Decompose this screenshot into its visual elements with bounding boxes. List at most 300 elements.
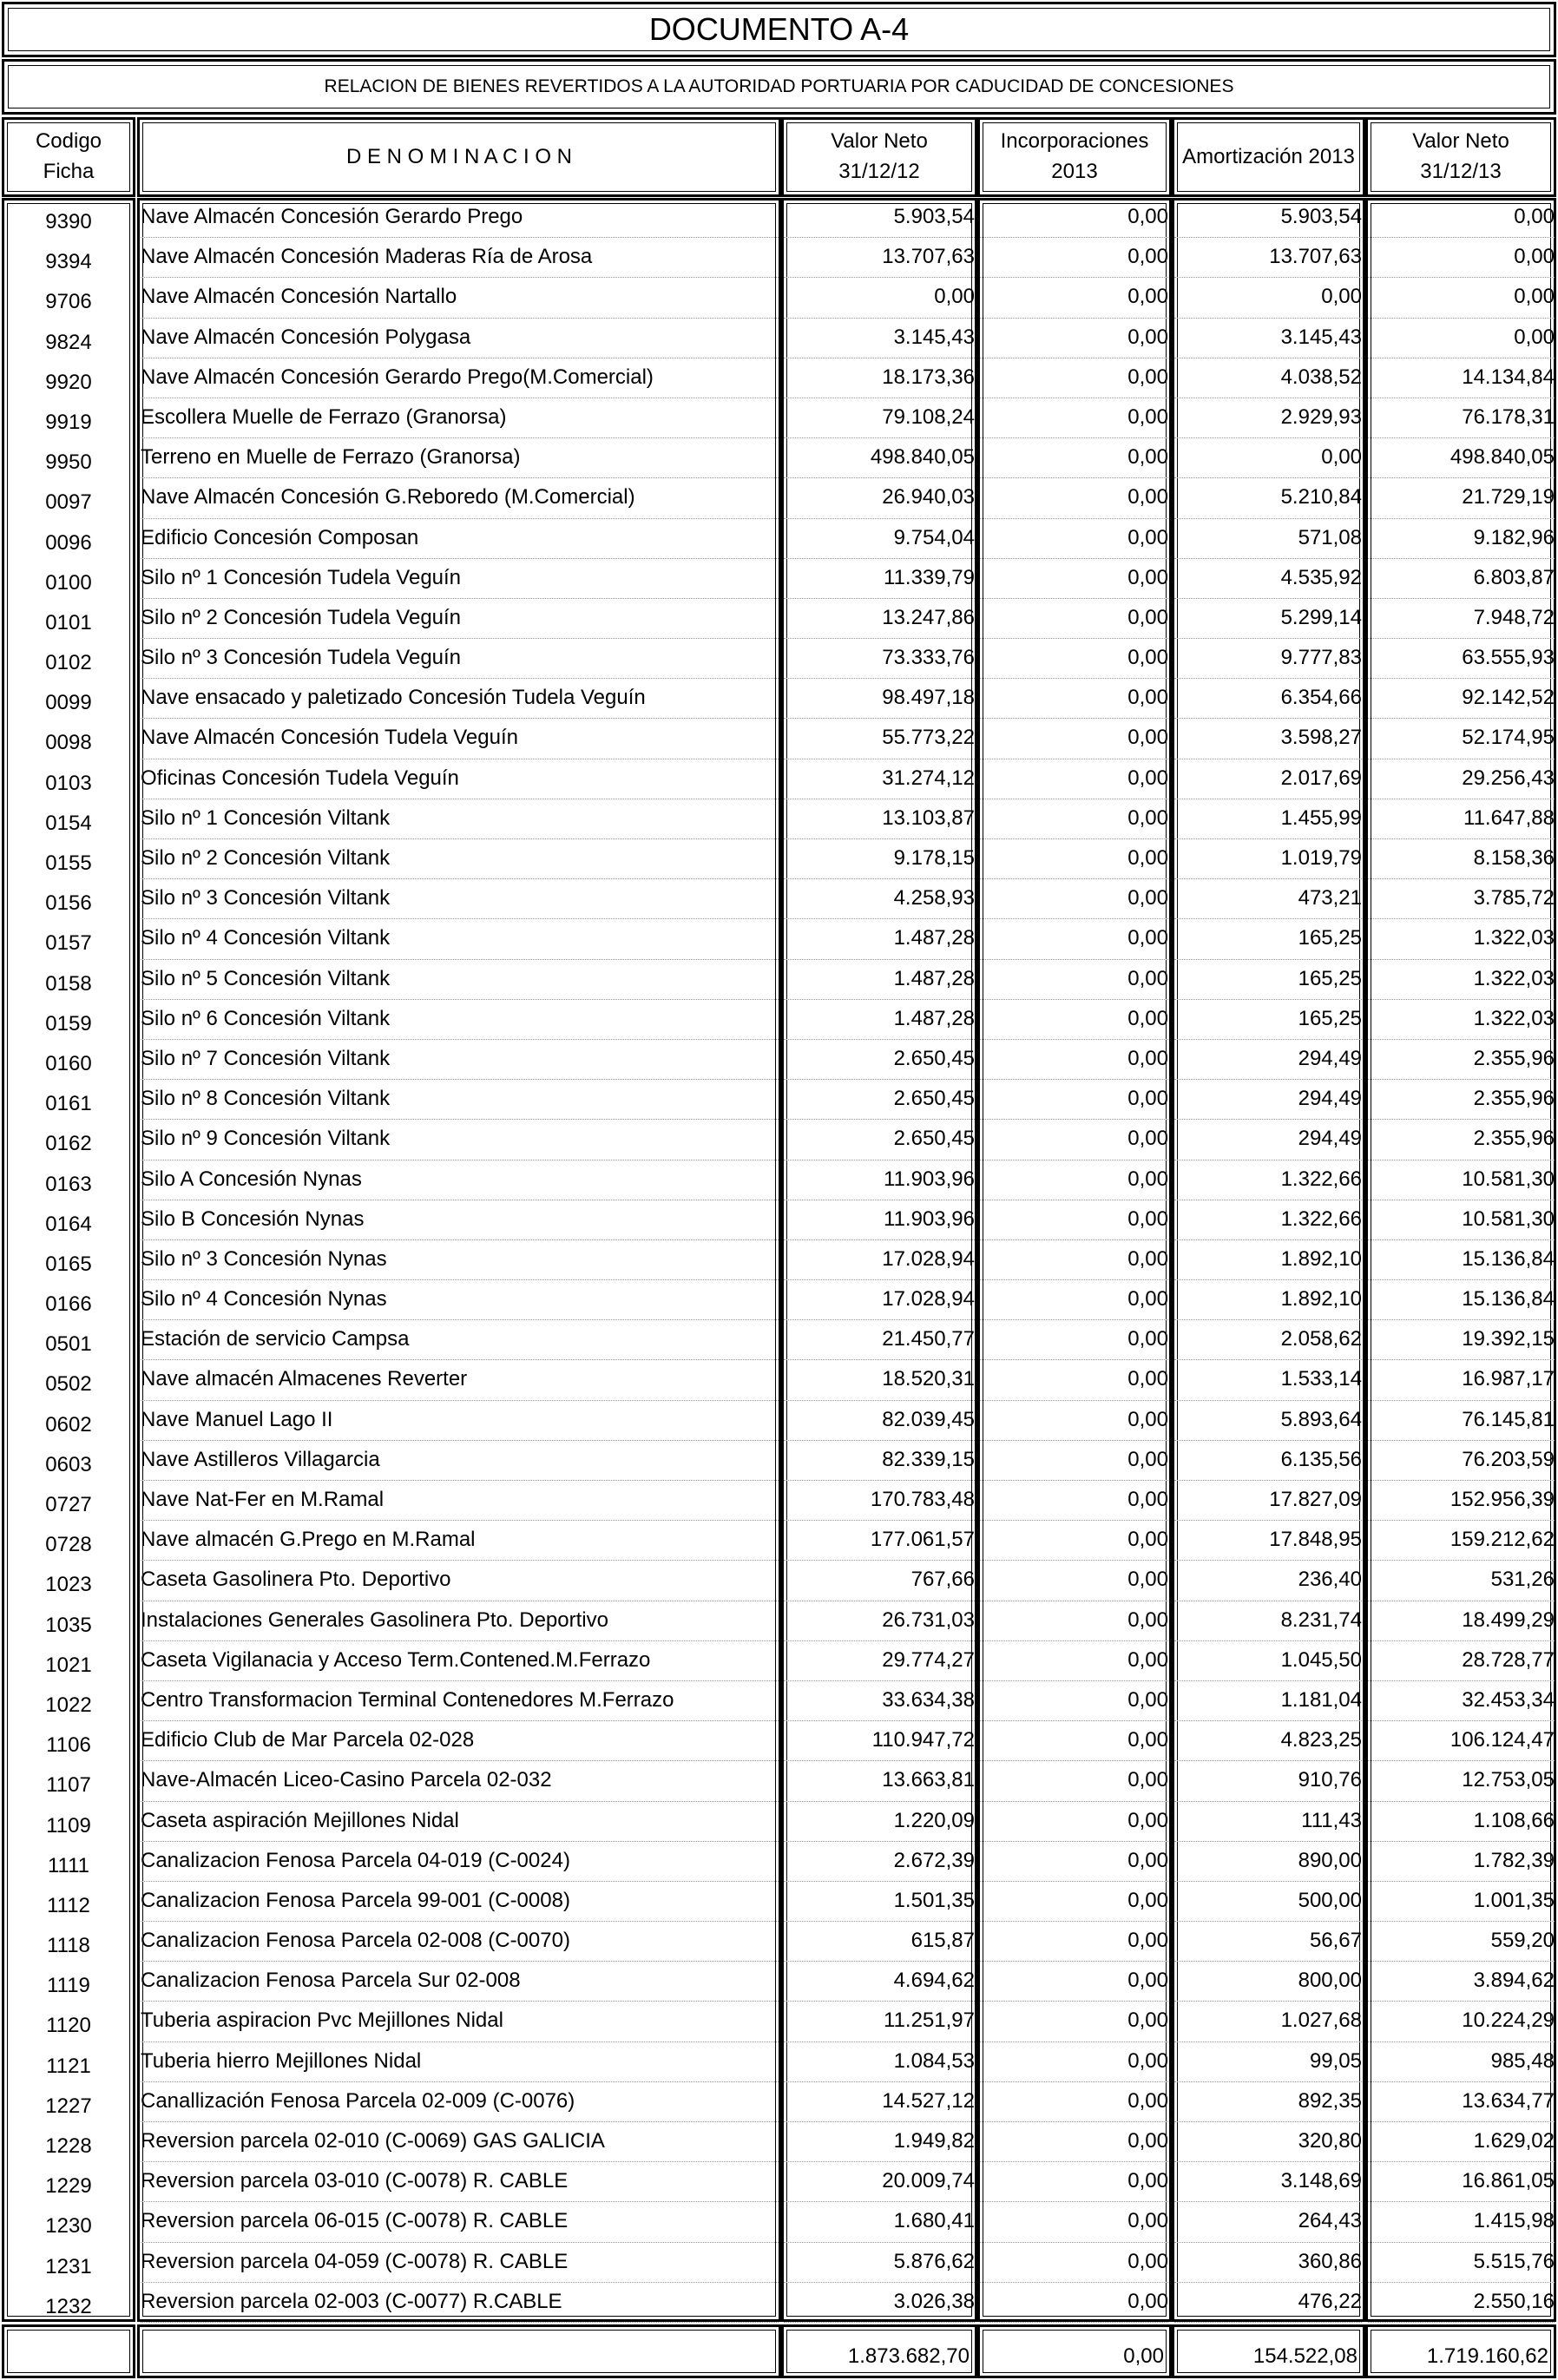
cell-denominacion: Escollera Muelle de Ferrazo (Granorsa)	[141, 398, 779, 438]
cell-amortizacion: 1.019,79	[1174, 839, 1362, 879]
header-valor-neto-12-inner	[786, 122, 972, 192]
cell-valor-neto-12: 4.258,93	[784, 879, 975, 919]
cell-incorporaciones: 0,00	[980, 1962, 1168, 2002]
cell-amortizacion: 6.135,56	[1174, 1441, 1362, 1481]
cell-amortizacion: 111,43	[1174, 1802, 1362, 1842]
cell-denominacion: Reversion parcela 02-010 (C-0069) GAS GALICIA	[141, 2122, 779, 2162]
total-incorporaciones-value: 0,00	[983, 2330, 1167, 2373]
cell-valor-neto-13: 1.322,03	[1368, 960, 1555, 1000]
cell-codigo: 0603	[45, 1452, 92, 1476]
table-row	[0, 1962, 1558, 2002]
cell-valor-neto-12: 5.876,62	[784, 2243, 975, 2283]
cell-codigo: 0162	[45, 1132, 92, 1156]
cell-codigo: 0103	[45, 771, 92, 795]
header-denominacion-label: D E N O M I N A C I O N	[142, 122, 776, 192]
cell-incorporaciones: 0,00	[980, 2042, 1168, 2082]
cell-amortizacion: 6.354,66	[1174, 679, 1362, 719]
cell-incorporaciones: 0,00	[980, 1681, 1168, 1721]
cell-amortizacion: 476,22	[1174, 2283, 1362, 2323]
header-incorporaciones-line2: 2013	[1051, 160, 1098, 183]
cell-amortizacion: 5.210,84	[1174, 478, 1362, 518]
cell-denominacion: Silo nº 6 Concesión Viltank	[141, 1000, 779, 1040]
cell-codigo: 0166	[45, 1292, 92, 1317]
cell-valor-neto-12: 13.247,86	[784, 599, 975, 639]
cell-denominacion: Silo nº 8 Concesión Viltank	[141, 1080, 779, 1120]
cell-valor-neto-13: 1.415,98	[1368, 2202, 1555, 2242]
cell-incorporaciones: 0,00	[980, 1320, 1168, 1360]
cell-valor-neto-12: 20.009,74	[784, 2162, 975, 2202]
cell-valor-neto-12: 4.694,62	[784, 1962, 975, 2002]
header-valor-neto-13-line2: 31/12/13	[1420, 160, 1502, 183]
cell-amortizacion: 17.827,09	[1174, 1481, 1362, 1521]
header-amortizacion-label: Amortización 2013	[1177, 122, 1360, 192]
table-row	[0, 1761, 1558, 1801]
total-codigo-cell	[2, 2324, 135, 2378]
cell-valor-neto-12: 17.028,94	[784, 1280, 975, 1320]
header-valor-neto-13-inner	[1371, 122, 1551, 192]
table-row	[0, 1280, 1558, 1320]
cell-valor-neto-12: 13.103,87	[784, 799, 975, 839]
cell-valor-neto-13: 5.515,76	[1368, 2243, 1555, 2283]
cell-valor-neto-13: 32.453,34	[1368, 1681, 1555, 1721]
cell-valor-neto-13: 0,00	[1368, 278, 1555, 318]
cell-denominacion: Reversion parcela 03-010 (C-0078) R. CABLE	[141, 2162, 779, 2202]
cell-codigo: 0163	[45, 1172, 92, 1196]
cell-incorporaciones: 0,00	[980, 478, 1168, 518]
cell-valor-neto-12: 110.947,72	[784, 1721, 975, 1761]
cell-codigo: 1112	[47, 1893, 90, 1917]
cell-valor-neto-13: 63.555,93	[1368, 639, 1555, 679]
cell-amortizacion: 892,35	[1174, 2082, 1362, 2122]
cell-denominacion: Reversion parcela 02-003 (C-0077) R.CABLE	[141, 2283, 779, 2323]
cell-denominacion: Silo B Concesión Nynas	[141, 1200, 779, 1240]
cell-denominacion: Nave Astilleros Villagarcia	[141, 1441, 779, 1481]
cell-valor-neto-13: 10.581,30	[1368, 1160, 1555, 1200]
table-row	[0, 1080, 1558, 1120]
cell-codigo: 1023	[45, 1573, 92, 1597]
cell-incorporaciones: 0,00	[980, 2243, 1168, 2283]
cell-denominacion: Instalaciones Generales Gasolinera Pto. Deportivo	[141, 1601, 779, 1641]
cell-incorporaciones: 0,00	[980, 759, 1168, 799]
cell-valor-neto-13: 531,26	[1368, 1561, 1555, 1601]
cell-denominacion: Silo nº 2 Concesión Tudela Veguín	[141, 599, 779, 639]
cell-valor-neto-12: 9.178,15	[784, 839, 975, 879]
cell-incorporaciones: 0,00	[980, 1441, 1168, 1481]
total-valor-neto-13-value: 1.719.160,62	[1371, 2330, 1551, 2373]
cell-incorporaciones: 0,00	[980, 2283, 1168, 2323]
cell-codigo: 1228	[45, 2134, 92, 2158]
cell-incorporaciones: 0,00	[980, 1240, 1168, 1280]
cell-amortizacion: 571,08	[1174, 519, 1362, 559]
cell-codigo: 0101	[45, 610, 92, 634]
table-row	[0, 198, 1558, 238]
cell-denominacion: Reversion parcela 06-015 (C-0078) R. CABLE	[141, 2202, 779, 2242]
cell-valor-neto-12: 14.527,12	[784, 2082, 975, 2122]
cell-incorporaciones: 0,00	[980, 599, 1168, 639]
header-valor-neto-13-line1: Valor Neto	[1412, 129, 1509, 154]
cell-valor-neto-12: 170.783,48	[784, 1481, 975, 1521]
cell-valor-neto-13: 0,00	[1368, 238, 1555, 278]
cell-denominacion: Nave-Almacén Liceo-Casino Parcela 02-032	[141, 1761, 779, 1801]
cell-codigo: 0102	[45, 651, 92, 675]
table-row	[0, 1040, 1558, 1080]
cell-incorporaciones: 0,00	[980, 1040, 1168, 1080]
cell-incorporaciones: 0,00	[980, 719, 1168, 759]
cell-incorporaciones: 0,00	[980, 919, 1168, 959]
cell-denominacion: Nave almacén Almacenes Reverter	[141, 1360, 779, 1400]
cell-amortizacion: 0,00	[1174, 438, 1362, 478]
cell-valor-neto-12: 55.773,22	[784, 719, 975, 759]
cell-incorporaciones: 0,00	[980, 1360, 1168, 1400]
cell-incorporaciones: 0,00	[980, 238, 1168, 278]
cell-valor-neto-13: 76.145,81	[1368, 1401, 1555, 1441]
cell-valor-neto-13: 10.224,29	[1368, 2002, 1555, 2041]
cell-denominacion: Silo nº 1 Concesión Viltank	[141, 799, 779, 839]
cell-valor-neto-13: 0,00	[1368, 198, 1555, 238]
cell-valor-neto-13: 19.392,15	[1368, 1320, 1555, 1360]
cell-denominacion: Canallización Fenosa Parcela 02-009 (C-0076)	[141, 2082, 779, 2122]
table-row	[0, 1441, 1558, 1481]
cell-valor-neto-13: 12.753,05	[1368, 1761, 1555, 1801]
cell-amortizacion: 800,00	[1174, 1962, 1362, 2002]
table-row	[0, 679, 1558, 719]
cell-valor-neto-12: 2.650,45	[784, 1080, 975, 1120]
table-row	[0, 2283, 1558, 2323]
cell-denominacion: Tuberia aspiracion Pvc Mejillones Nidal	[141, 2002, 779, 2041]
cell-valor-neto-13: 16.861,05	[1368, 2162, 1555, 2202]
cell-amortizacion: 5.893,64	[1174, 1401, 1362, 1441]
cell-amortizacion: 360,86	[1174, 2243, 1362, 2283]
cell-valor-neto-12: 82.039,45	[784, 1401, 975, 1441]
cell-codigo: 9920	[45, 370, 92, 394]
cell-denominacion: Nave Almacén Concesión Gerardo Prego	[141, 198, 779, 238]
cell-denominacion: Nave Manuel Lago II	[141, 1401, 779, 1441]
cell-incorporaciones: 0,00	[980, 1641, 1168, 1681]
header-codigo	[2, 117, 135, 197]
total-valor-neto-12-value: 1.873.682,70	[786, 2330, 972, 2373]
cell-valor-neto-13: 1.629,02	[1368, 2122, 1555, 2162]
table-row	[0, 599, 1558, 639]
cell-amortizacion: 1.892,10	[1174, 1240, 1362, 1280]
cell-valor-neto-12: 13.663,81	[784, 1761, 975, 1801]
cell-valor-neto-12: 1.487,28	[784, 1000, 975, 1040]
cell-valor-neto-12: 0,00	[784, 278, 975, 318]
cell-incorporaciones: 0,00	[980, 1080, 1168, 1120]
cell-valor-neto-13: 159.212,62	[1368, 1521, 1555, 1561]
table-row	[0, 1681, 1558, 1721]
cell-valor-neto-13: 14.134,84	[1368, 358, 1555, 398]
header-valor-neto-12-line2: 31/12/12	[838, 160, 920, 183]
cell-incorporaciones: 0,00	[980, 1561, 1168, 1601]
cell-valor-neto-13: 498.840,05	[1368, 438, 1555, 478]
cell-amortizacion: 500,00	[1174, 1882, 1362, 1922]
cell-valor-neto-13: 16.987,17	[1368, 1360, 1555, 1400]
table-row	[0, 1521, 1558, 1561]
table-row	[0, 1120, 1558, 1160]
cell-valor-neto-12: 73.333,76	[784, 639, 975, 679]
cell-valor-neto-13: 2.355,96	[1368, 1080, 1555, 1120]
cell-amortizacion: 165,25	[1174, 1000, 1362, 1040]
table-row	[0, 1561, 1558, 1601]
cell-amortizacion: 1.455,99	[1174, 799, 1362, 839]
cell-amortizacion: 2.929,93	[1174, 398, 1362, 438]
cell-incorporaciones: 0,00	[980, 519, 1168, 559]
cell-valor-neto-13: 52.174,95	[1368, 719, 1555, 759]
cell-codigo: 0100	[45, 570, 92, 595]
cell-denominacion: Silo nº 4 Concesión Viltank	[141, 919, 779, 959]
cell-codigo: 0502	[45, 1372, 92, 1397]
cell-amortizacion: 294,49	[1174, 1040, 1362, 1080]
cell-amortizacion: 17.848,95	[1174, 1521, 1362, 1561]
cell-valor-neto-13: 2.355,96	[1368, 1040, 1555, 1080]
cell-incorporaciones: 0,00	[980, 879, 1168, 919]
cell-incorporaciones: 0,00	[980, 1721, 1168, 1761]
cell-amortizacion: 1.045,50	[1174, 1641, 1362, 1681]
cell-denominacion: Centro Transformacion Terminal Contenedores M.Ferrazo	[141, 1681, 779, 1721]
cell-incorporaciones: 0,00	[980, 198, 1168, 238]
cell-valor-neto-13: 10.581,30	[1368, 1200, 1555, 1240]
cell-denominacion: Silo nº 3 Concesión Viltank	[141, 879, 779, 919]
cell-amortizacion: 0,00	[1174, 278, 1362, 318]
cell-valor-neto-12: 1.487,28	[784, 919, 975, 959]
cell-valor-neto-12: 3.026,38	[784, 2283, 975, 2323]
table-row	[0, 519, 1558, 559]
total-incorporaciones	[977, 2324, 1172, 2378]
cell-denominacion: Silo nº 9 Concesión Viltank	[141, 1120, 779, 1160]
document-title: DOCUMENTO A-4	[8, 8, 1550, 51]
cell-incorporaciones: 0,00	[980, 1000, 1168, 1040]
cell-amortizacion: 910,76	[1174, 1761, 1362, 1801]
table-row	[0, 1601, 1558, 1641]
cell-valor-neto-12: 177.061,57	[784, 1521, 975, 1561]
table-row	[0, 1360, 1558, 1400]
total-amortizacion	[1172, 2324, 1365, 2378]
cell-incorporaciones: 0,00	[980, 1521, 1168, 1561]
cell-codigo: 0099	[45, 691, 92, 715]
cell-valor-neto-12: 1.084,53	[784, 2042, 975, 2082]
cell-valor-neto-13: 2.355,96	[1368, 1120, 1555, 1160]
cell-codigo: 0728	[45, 1533, 92, 1557]
cell-codigo: 1022	[45, 1693, 92, 1717]
table-row	[0, 1320, 1558, 1360]
cell-incorporaciones: 0,00	[980, 2082, 1168, 2122]
cell-amortizacion: 9.777,83	[1174, 639, 1362, 679]
cell-denominacion: Silo nº 2 Concesión Viltank	[141, 839, 779, 879]
cell-valor-neto-12: 98.497,18	[784, 679, 975, 719]
cell-denominacion: Silo nº 5 Concesión Viltank	[141, 960, 779, 1000]
cell-valor-neto-13: 559,20	[1368, 1922, 1555, 1962]
cell-valor-neto-12: 2.650,45	[784, 1120, 975, 1160]
cell-valor-neto-12: 9.754,04	[784, 519, 975, 559]
cell-valor-neto-13: 21.729,19	[1368, 478, 1555, 518]
cell-amortizacion: 4.823,25	[1174, 1721, 1362, 1761]
cell-incorporaciones: 0,00	[980, 438, 1168, 478]
cell-denominacion: Nave almacén G.Prego en M.Ramal	[141, 1521, 779, 1561]
cell-valor-neto-13: 7.948,72	[1368, 599, 1555, 639]
cell-incorporaciones: 0,00	[980, 839, 1168, 879]
cell-denominacion: Edificio Club de Mar Parcela 02-028	[141, 1721, 779, 1761]
cell-valor-neto-13: 1.782,39	[1368, 1842, 1555, 1882]
cell-valor-neto-12: 1.487,28	[784, 960, 975, 1000]
table-row	[0, 879, 1558, 919]
cell-amortizacion: 56,67	[1174, 1922, 1362, 1962]
cell-denominacion: Nave ensacado y paletizado Concesión Tudela Veguín	[141, 679, 779, 719]
cell-denominacion: Caseta Vigilanacia y Acceso Term.Contened.M.Ferrazo	[141, 1641, 779, 1681]
cell-codigo: 0157	[45, 931, 92, 956]
table-row	[0, 1000, 1558, 1040]
table-row	[0, 2002, 1558, 2041]
cell-incorporaciones: 0,00	[980, 1761, 1168, 1801]
cell-denominacion: Nave Almacén Concesión Gerardo Prego(M.Comercial)	[141, 358, 779, 398]
cell-valor-neto-13: 1.322,03	[1368, 919, 1555, 959]
cell-incorporaciones: 0,00	[980, 1280, 1168, 1320]
cell-denominacion: Edificio Concesión Composan	[141, 519, 779, 559]
cell-incorporaciones: 0,00	[980, 2002, 1168, 2041]
table-row	[0, 759, 1558, 799]
table-row	[0, 478, 1558, 518]
cell-valor-neto-12: 11.339,79	[784, 559, 975, 599]
cell-codigo: 0158	[45, 971, 92, 996]
cell-valor-neto-12: 1.680,41	[784, 2202, 975, 2242]
cell-codigo: 0155	[45, 851, 92, 875]
cell-codigo: 0727	[45, 1493, 92, 1516]
cell-denominacion: Oficinas Concesión Tudela Veguín	[141, 759, 779, 799]
cell-valor-neto-12: 26.940,03	[784, 478, 975, 518]
cell-codigo: 1232	[45, 2294, 92, 2318]
cell-valor-neto-12: 1.949,82	[784, 2122, 975, 2162]
cell-amortizacion: 3.598,27	[1174, 719, 1362, 759]
cell-amortizacion: 4.535,92	[1174, 559, 1362, 599]
table-row	[0, 1842, 1558, 1882]
cell-valor-neto-12: 498.840,05	[784, 438, 975, 478]
cell-codigo: 1021	[45, 1653, 92, 1677]
table-row	[0, 2243, 1558, 2283]
header-valor-neto-12-line1: Valor Neto	[831, 129, 928, 154]
cell-amortizacion: 5.299,14	[1174, 599, 1362, 639]
cell-denominacion: Silo nº 7 Concesión Viltank	[141, 1040, 779, 1080]
table-row	[0, 2082, 1558, 2122]
table-row	[0, 839, 1558, 879]
cell-valor-neto-12: 33.634,38	[784, 1681, 975, 1721]
cell-codigo: 1230	[45, 2214, 92, 2239]
cell-denominacion: Canalizacion Fenosa Parcela 04-019 (C-0024)	[141, 1842, 779, 1882]
table-row	[0, 2202, 1558, 2242]
cell-amortizacion: 5.903,54	[1174, 198, 1362, 238]
cell-valor-neto-13: 3.785,72	[1368, 879, 1555, 919]
total-amortizacion-value: 154.522,08	[1177, 2330, 1360, 2373]
cell-codigo: 9394	[45, 250, 92, 274]
table-row	[0, 639, 1558, 679]
cell-amortizacion: 13.707,63	[1174, 238, 1362, 278]
cell-valor-neto-12: 1.501,35	[784, 1882, 975, 1922]
cell-amortizacion: 473,21	[1174, 879, 1362, 919]
cell-incorporaciones: 0,00	[980, 960, 1168, 1000]
cell-amortizacion: 1.181,04	[1174, 1681, 1362, 1721]
header-incorporaciones-line1: Incorporaciones	[1000, 129, 1149, 154]
cell-valor-neto-13: 11.647,88	[1368, 799, 1555, 839]
table-row	[0, 1721, 1558, 1761]
cell-amortizacion: 2.058,62	[1174, 1320, 1362, 1360]
cell-incorporaciones: 0,00	[980, 2202, 1168, 2242]
table-row	[0, 919, 1558, 959]
cell-valor-neto-12: 29.774,27	[784, 1641, 975, 1681]
cell-valor-neto-12: 18.520,31	[784, 1360, 975, 1400]
cell-denominacion: Silo A Concesión Nynas	[141, 1160, 779, 1200]
cell-amortizacion: 294,49	[1174, 1120, 1362, 1160]
cell-codigo: 0161	[45, 1092, 92, 1116]
cell-denominacion: Reversion parcela 04-059 (C-0078) R. CABLE	[141, 2243, 779, 2283]
cell-incorporaciones: 0,00	[980, 1120, 1168, 1160]
cell-valor-neto-12: 2.672,39	[784, 1842, 975, 1882]
cell-denominacion: Caseta Gasolinera Pto. Deportivo	[141, 1561, 779, 1601]
cell-valor-neto-13: 0,00	[1368, 319, 1555, 358]
cell-incorporaciones: 0,00	[980, 1922, 1168, 1962]
cell-denominacion: Estación de servicio Campsa	[141, 1320, 779, 1360]
cell-incorporaciones: 0,00	[980, 1802, 1168, 1842]
cell-denominacion: Silo nº 1 Concesión Tudela Veguín	[141, 559, 779, 599]
cell-valor-neto-12: 767,66	[784, 1561, 975, 1601]
cell-codigo: 9950	[45, 450, 92, 475]
cell-denominacion: Nave Almacén Concesión Nartallo	[141, 278, 779, 318]
cell-incorporaciones: 0,00	[980, 1601, 1168, 1641]
table-row	[0, 1922, 1558, 1962]
cell-amortizacion: 2.017,69	[1174, 759, 1362, 799]
header-valor-neto-13	[1365, 117, 1556, 197]
table-row	[0, 319, 1558, 358]
cell-incorporaciones: 0,00	[980, 1401, 1168, 1441]
cell-valor-neto-13: 1.322,03	[1368, 1000, 1555, 1040]
cell-denominacion: Canalizacion Fenosa Parcela 99-001 (C-0008)	[141, 1882, 779, 1922]
table-row	[0, 1200, 1558, 1240]
cell-valor-neto-13: 8.158,36	[1368, 839, 1555, 879]
cell-valor-neto-13: 6.803,87	[1368, 559, 1555, 599]
cell-codigo: 1111	[47, 1853, 90, 1877]
cell-incorporaciones: 0,00	[980, 398, 1168, 438]
cell-valor-neto-13: 92.142,52	[1368, 679, 1555, 719]
cell-amortizacion: 165,25	[1174, 919, 1362, 959]
table-row	[0, 559, 1558, 599]
cell-incorporaciones: 0,00	[980, 559, 1168, 599]
header-amortizacion	[1172, 117, 1365, 197]
cell-valor-neto-12: 1.220,09	[784, 1802, 975, 1842]
cell-valor-neto-13: 1.001,35	[1368, 1882, 1555, 1922]
table-row	[0, 1160, 1558, 1200]
cell-codigo: 1119	[47, 1974, 90, 1998]
total-denominacion-cell	[137, 2324, 781, 2378]
cell-amortizacion: 1.027,68	[1174, 2002, 1362, 2041]
cell-codigo: 0159	[45, 1011, 92, 1035]
header-codigo-label: Codigo Ficha	[7, 122, 130, 192]
cell-valor-neto-13: 15.136,84	[1368, 1240, 1555, 1280]
cell-incorporaciones: 0,00	[980, 799, 1168, 839]
cell-incorporaciones: 0,00	[980, 278, 1168, 318]
subtitle-box	[2, 59, 1556, 115]
cell-valor-neto-12: 79.108,24	[784, 398, 975, 438]
cell-denominacion: Silo nº 3 Concesión Nynas	[141, 1240, 779, 1280]
cell-valor-neto-12: 13.707,63	[784, 238, 975, 278]
cell-denominacion: Silo nº 3 Concesión Tudela Veguín	[141, 639, 779, 679]
cell-valor-neto-12: 82.339,15	[784, 1441, 975, 1481]
cell-codigo: 9919	[45, 410, 92, 434]
cell-codigo: 1227	[45, 2094, 92, 2118]
cell-denominacion: Nave Almacén Concesión G.Reboredo (M.Comercial)	[141, 478, 779, 518]
table-row	[0, 799, 1558, 839]
cell-codigo: 0164	[45, 1212, 92, 1236]
cell-codigo: 0602	[45, 1412, 92, 1437]
table-row	[0, 398, 1558, 438]
table-row	[0, 358, 1558, 398]
cell-denominacion: Caseta aspiración Mejillones Nidal	[141, 1802, 779, 1842]
